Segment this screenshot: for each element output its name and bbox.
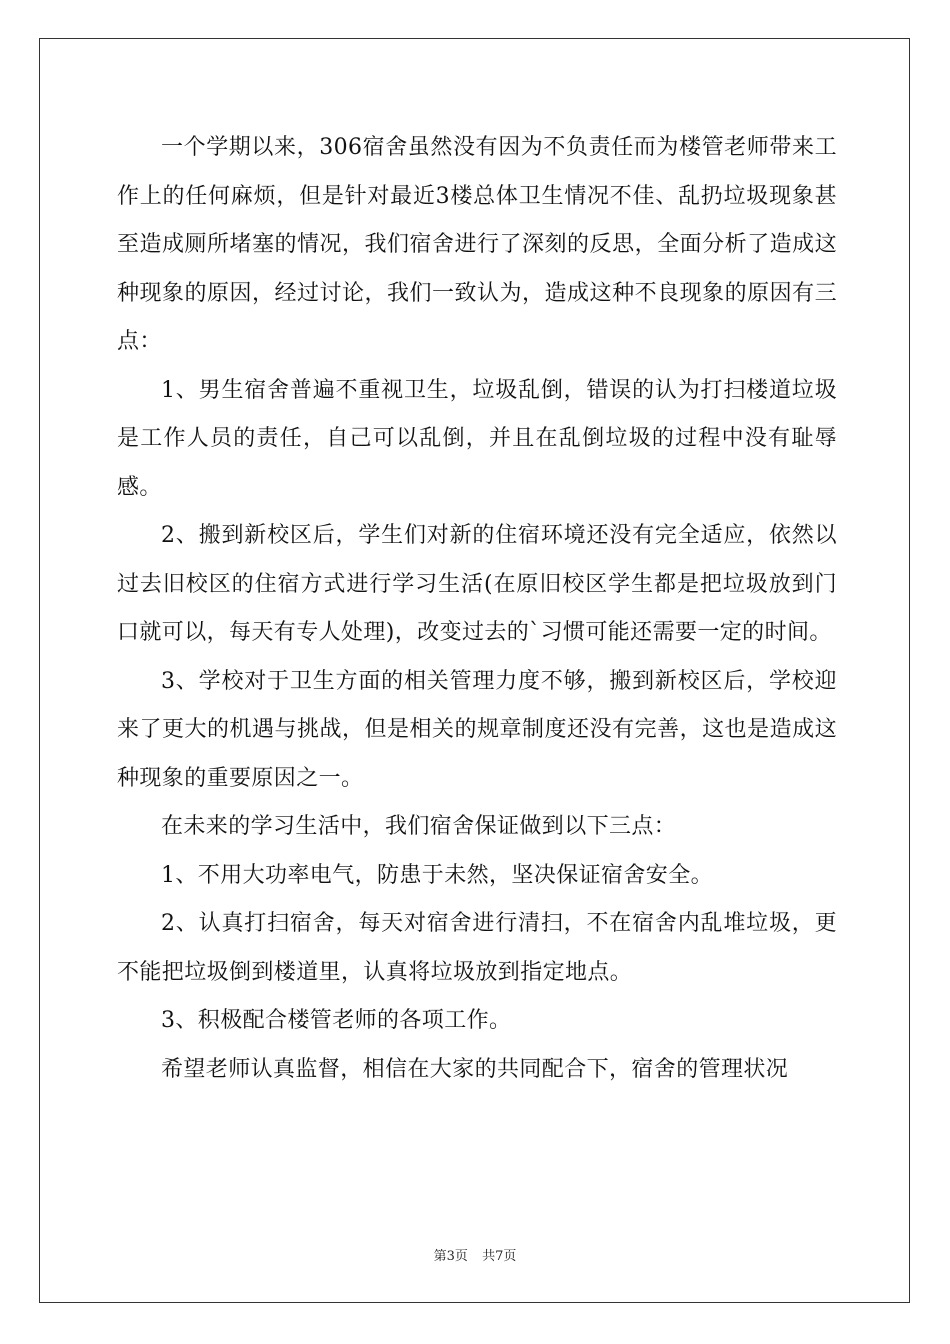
paragraph-promise-2: 2、认真打扫宿舍，每天对宿舍进行清扫，不在宿舍内乱堆垃圾，更不能把垃圾倒到楼道里，认真将垃圾放到指定地点。 [117,911,837,985]
paragraph-promise-3: 3、积极配合楼管老师的各项工作。 [161,1008,512,1033]
current-page-number: 第3页 [433,1249,468,1264]
page-footer [0,1245,950,1264]
paragraph-intro: 一个学期以来，306宿舍虽然没有因为不负责任而为楼管老师带来工作上的任何麻烦，但是针对最近3楼总体卫生情况不佳、乱扔垃圾现象甚至造成厕所堵塞的情况，我们宿舍进行了深刻的反思，全面分析了造成这种现象的原因，经过讨论，我们一致认为，造成这种不良现象的原因有三点： [117,135,837,354]
total-page-count: 共7页 [482,1249,517,1264]
paragraph-reason-3: 3、学校对于卫生方面的相关管理力度不够，搬到新校区后，学校迎来了更大的机遇与挑战，但是相关的规章制度还没有完善，这也是造成这种现象的重要原因之一。 [117,668,837,791]
paragraph-promise-intro: 在未来的学习生活中，我们宿舍保证做到以下三点： [161,814,677,839]
paragraph-reason-1: 1、男生宿舍普遍不重视卫生，垃圾乱倒，错误的认为打扫楼道垃圾是工作人员的责任，自己可以乱倒，并且在乱倒垃圾的过程中没有耻辱感。 [117,377,837,500]
paragraph-reason-2: 2、搬到新校区后，学生们对新的住宿环境还没有完全适应，依然以过去旧校区的住宿方式进行学习生活(在原旧校区学生都是把垃圾放到门口就可以，每天有专人处理)，改变过去的`习惯可能还需要一定的时间。 [117,523,837,645]
document-body [117,124,837,1094]
paragraph-closing: 希望老师认真监督，相信在大家的共同配合下，宿舍的管理状况 [161,1056,789,1082]
paragraph-promise-1: 1、不用大功率电气，防患于未然，坚决保证宿舍安全。 [161,862,713,888]
